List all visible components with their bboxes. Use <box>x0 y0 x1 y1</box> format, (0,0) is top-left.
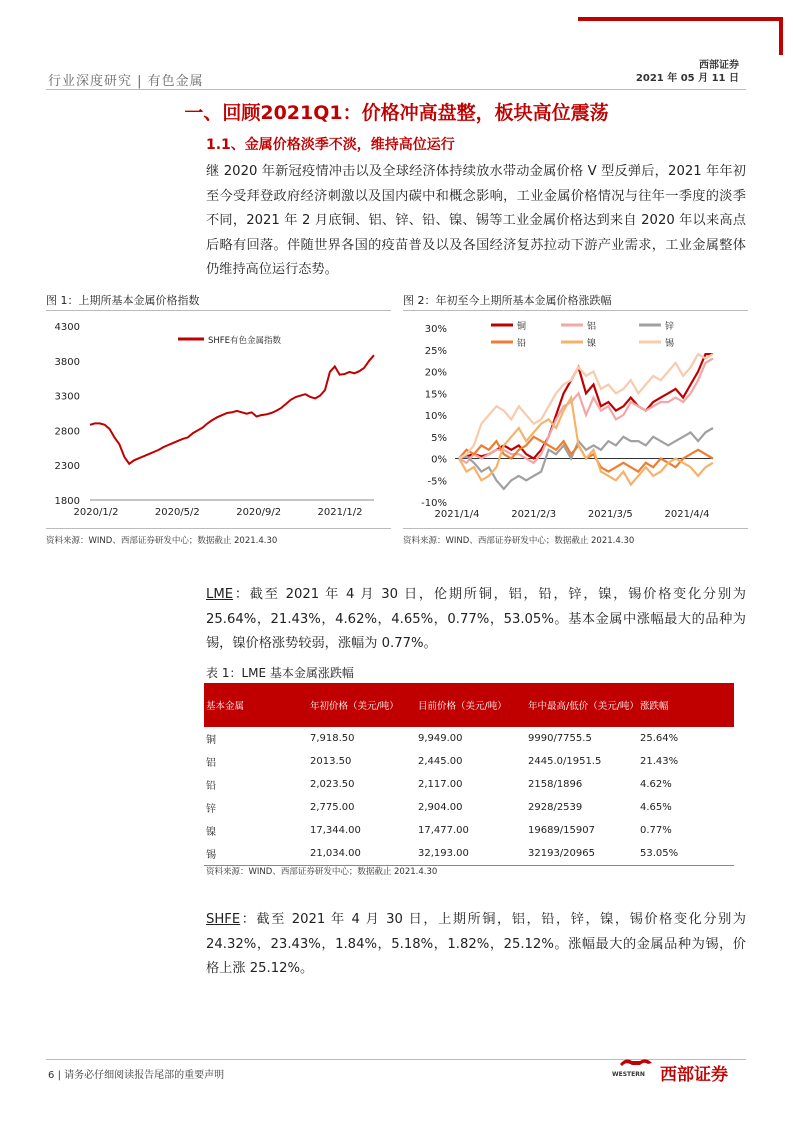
header-date: 2021 年 05 月 11 日 <box>635 73 739 84</box>
table-cell: 4.65% <box>640 802 672 813</box>
table-cell: 32,193.00 <box>416 842 526 866</box>
page-number: 6 <box>48 1070 55 1081</box>
table-header-cell: 基本金属 <box>204 683 308 727</box>
x-tick-label: 2020/9/2 <box>236 507 282 518</box>
table-cell: 锌 <box>206 804 216 815</box>
table-header-cell: 涨跌幅 <box>638 683 734 727</box>
table-cell: 9990/7755.5 <box>528 733 592 744</box>
table-cell: 2,775.00 <box>310 802 355 813</box>
x-tick-label: 2021/2/3 <box>511 509 557 520</box>
table-cell: 铅 <box>206 781 216 792</box>
header-brand: 西部证券 <box>699 60 739 71</box>
y-tick-label: 0% <box>431 454 447 466</box>
x-tick-label: 2021/1/2 <box>317 507 363 518</box>
table-cell: 32193/20965 <box>526 842 638 866</box>
lme-label: LME <box>206 587 234 602</box>
table-cell: 53.05% <box>638 842 734 866</box>
header-category: 行业深度研究 | 有色金属 <box>48 74 204 89</box>
y-tick-label: 5% <box>431 432 447 444</box>
series-line-1 <box>459 359 713 463</box>
y-tick-label: 4300 <box>54 322 80 333</box>
figure2-top-rule <box>403 310 748 311</box>
table-header-cell: 目前价格（美元/吨） <box>416 683 526 727</box>
legend-label: 铜 <box>517 322 527 332</box>
table-cell: 17,477.00 <box>418 825 469 836</box>
y-tick-label: -10% <box>421 498 447 509</box>
shfe-text: ：截至 2021 年 4 月 30 日，上期所铜，铝，铅，锌，镍，锡价格变化分别为 24.32%，23.43%，1.84%，5.18%，1.82%，25.12%。涨幅最大的金属品种为锡，价格上涨 25.12%。 <box>206 912 746 976</box>
table-cell: 2013.50 <box>310 756 352 767</box>
table-row <box>204 750 734 773</box>
table-cell: 2,445.00 <box>418 756 463 767</box>
lme-text: ：截至 2021 年 4 月 30 日，伦期所铜，铝，铅，锌，镍，锡价格变化分别为 25.64%，21.43%，4.62%，4.65%，0.77%，53.05%。基本金属中涨幅最大的品种为锡，镍价格涨势较弱，涨幅为 0.77%。 <box>206 587 746 651</box>
table-row <box>204 842 734 866</box>
table-cell: 2,023.50 <box>310 779 355 790</box>
legend-label: SHFE有色金属指数 <box>208 336 282 346</box>
x-tick-label: 2020/5/2 <box>154 507 200 518</box>
table-cell: 25.64% <box>640 733 679 744</box>
table-cell: 17,344.00 <box>310 825 361 836</box>
y-tick-label: -5% <box>427 476 447 488</box>
legend-label: 锌 <box>665 322 675 332</box>
x-tick-label: 2021/4/4 <box>664 509 710 520</box>
legend-label: 锡 <box>665 339 675 349</box>
table-cell: 铜 <box>206 735 216 746</box>
table-row <box>204 796 734 819</box>
figure2-source: 资料来源：WIND、西部证券研发中心；数据截止 2021.4.30 <box>403 536 635 546</box>
table-cell: 4.62% <box>640 779 672 790</box>
table-cell: 2,904.00 <box>418 802 463 813</box>
intro-paragraph: 继 2020 年新冠疫情冲击以及全球经济体持续放水带动金属价格 V 型反弹后，2021 年年初至今受拜登政府经济刺激以及国内碳中和概念影响，工业金属价格情况与往年一季度的淡季不同，2021 年 2 月底铜、铝、锌、铅、镍、锡等工业金属价格达到来自 2020 年以来高点后略有回落。伴随世界各国的疫苗普及以及各国经济复苏拉动下游产业需求，工业金属整体仍维持高位运行态势。 <box>206 164 746 277</box>
footer-text <box>48 1066 224 1081</box>
section-title: 一、回顾2021Q1：价格冲高盘整，板块高位震荡 <box>184 102 609 124</box>
shfe-label: SHFE <box>206 912 241 927</box>
table-cell: 19689/15907 <box>528 825 595 836</box>
lme-paragraph <box>206 583 746 657</box>
legend-label: 镍 <box>587 339 597 349</box>
table-cell: 2445.0/1951.5 <box>528 756 602 767</box>
bull-logo-icon <box>618 1055 654 1071</box>
table-cell: 2158/1896 <box>528 779 583 790</box>
table-header-cell: 年中最高/低价（美元/吨） <box>526 683 638 727</box>
legend-label: 铝 <box>587 322 597 332</box>
table-cell: 2928/2539 <box>528 802 583 813</box>
table-cell: 9,949.00 <box>418 733 463 744</box>
table-cell: 镍 <box>206 827 216 838</box>
legend-label: 铅 <box>517 339 527 349</box>
logo-english: WESTERN <box>612 1071 645 1078</box>
figure2-bottom-rule <box>403 528 748 529</box>
y-tick-label: 30% <box>424 324 447 335</box>
x-tick-label: 2020/1/2 <box>73 507 119 518</box>
figure1-title: 图 1：上期所基本金属价格指数 <box>46 294 200 307</box>
subsection-title: 1.1、金属价格淡季不淡，维持高位运行 <box>206 137 455 153</box>
y-tick-label: 2300 <box>54 461 80 473</box>
lme-table <box>204 683 734 866</box>
y-tick-label: 2800 <box>54 426 80 438</box>
table-source: 资料来源：WIND、西部证券研发中心；数据截止 2021.4.30 <box>206 867 438 877</box>
table-row <box>204 773 734 796</box>
figure1-source: 资料来源：WIND、西部证券研发中心；数据截止 2021.4.30 <box>46 536 278 546</box>
header-divider <box>46 89 746 90</box>
table-cell: 锡 <box>204 842 308 866</box>
y-tick-label: 1800 <box>54 496 80 507</box>
figure1-bottom-rule <box>46 528 391 529</box>
figure2-title: 图 2：年初至今上期所基本金属价格涨跌幅 <box>403 294 612 307</box>
table-cell: 2,117.00 <box>418 779 463 790</box>
y-tick-label: 3300 <box>54 391 80 403</box>
figure1-chart <box>46 312 391 522</box>
table-row <box>204 819 734 842</box>
figure1-top-rule <box>46 310 391 311</box>
table-cell: 21,034.00 <box>308 842 416 866</box>
x-tick-label: 2021/3/5 <box>587 509 633 520</box>
table-cell: 铝 <box>206 758 216 769</box>
footer-disclaimer: | 请务必仔细阅读报告尾部的重要声明 <box>57 1070 225 1081</box>
header-corner-bar-vertical <box>779 17 783 55</box>
table-cell: 21.43% <box>640 756 679 767</box>
header-corner-bar <box>578 17 783 21</box>
y-tick-label: 15% <box>424 389 447 401</box>
y-tick-label: 3800 <box>54 356 80 368</box>
y-tick-label: 25% <box>424 345 447 357</box>
table-title: 表 1：LME 基本金属涨跌幅 <box>206 666 354 680</box>
table-header-row <box>204 683 734 727</box>
series-line-shfe-index <box>90 355 374 464</box>
shfe-paragraph <box>206 908 746 982</box>
figure2-chart <box>403 312 748 522</box>
logo-chinese: 西部证券 <box>660 1065 728 1085</box>
table-cell: 7,918.50 <box>310 733 355 744</box>
table-row <box>204 727 734 750</box>
y-tick-label: 20% <box>424 367 447 379</box>
x-tick-label: 2021/1/4 <box>434 509 480 520</box>
y-tick-label: 10% <box>424 411 447 422</box>
table-header-cell: 年初价格（美元/吨） <box>308 683 416 727</box>
table-cell: 0.77% <box>640 825 672 836</box>
